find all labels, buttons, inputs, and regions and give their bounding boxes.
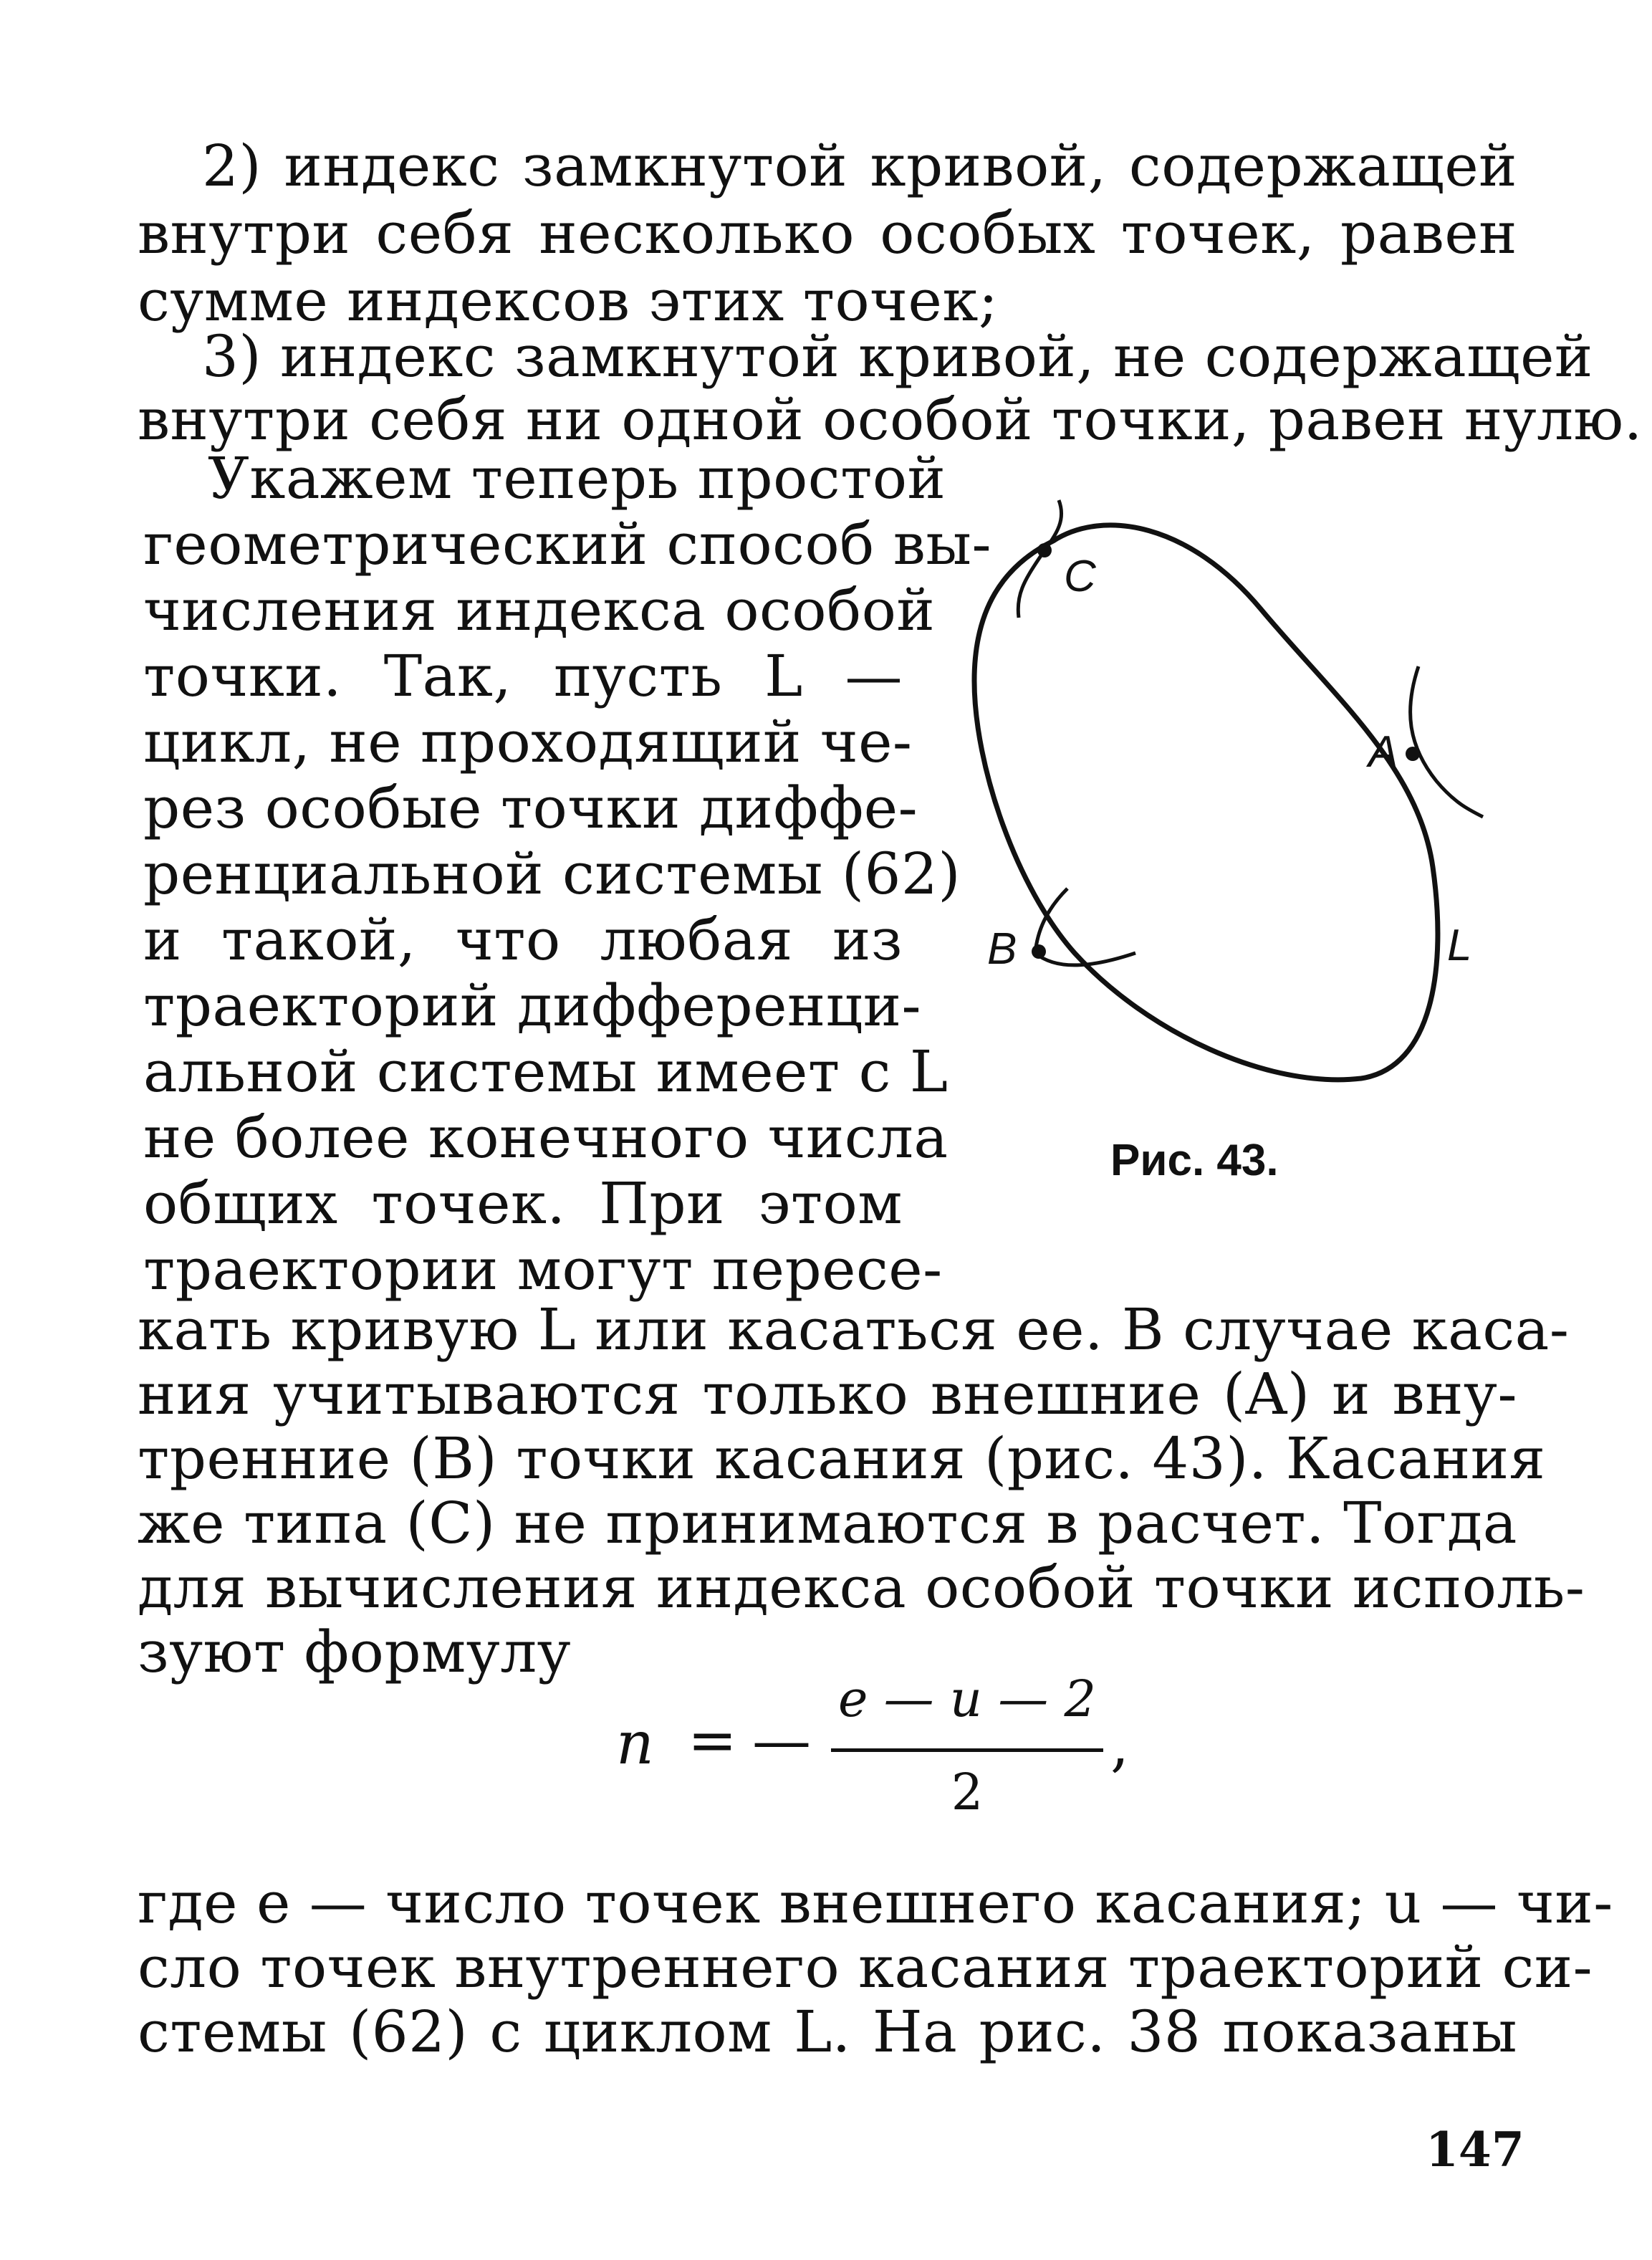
text-line: внутри себя несколько особых точек, равен [138,200,1517,267]
point-a [1406,747,1420,761]
text-line: где e — число точек внешнего касания; u — чи- [138,1869,1613,1936]
text-line: сло точек внутреннего касания траекторий си- [138,1934,1593,2001]
text-line: 3) индекс замкнутой кривой, не содержащей [202,323,1593,390]
text-line: траектории могут пересе- [143,1236,943,1303]
text-line: рез особые точки диффе- [143,775,918,841]
text-line: геометрический способ вы- [143,511,991,578]
index-formula [616,1670,1161,1834]
text-line: и такой, что любая из [143,906,903,973]
formula-equals: = [688,1707,737,1775]
text-line: сумме индексов этих точек; [138,267,999,334]
text-line: для вычисления индекса особой точки исполь- [138,1554,1585,1621]
formula-minus: — [752,1707,811,1775]
point-b [1032,944,1046,959]
text-line: числения индекса особой [143,577,936,643]
text-line: цикл, не проходящий че- [143,709,913,775]
text-line: альной системы имеет с L [143,1038,949,1105]
formula-numerator: e — u — 2 [837,1670,1097,1728]
text-line: точки. Так, пусть L — [143,643,903,709]
text-line: тренние (B) точки касания (рис. 43). Касания [138,1425,1546,1492]
label-a: A [1368,727,1398,777]
text-line: ния учитываются только внешние (A) и вну- [138,1361,1517,1427]
figure-caption: Рис. 43. [1110,1136,1279,1185]
trajectory-a [1411,666,1483,817]
text-line: стемы (62) с циклом L. На рис. 38 показаны [138,1998,1517,2065]
text-line: ренциальной системы (62) [143,841,961,907]
text-line: 2) индекс замкнутой кривой, содержащей [202,133,1517,199]
text-line: зуют формулу [138,1619,572,1685]
text-line: внутри себя ни одной особой точки, равен нулю. [138,386,1643,453]
text-line: траекторий дифференци- [143,972,922,1039]
formula-lhs: n [616,1710,654,1778]
text-line: не более конечного числа [143,1104,949,1171]
formula-denominator: 2 [951,1763,984,1821]
label-b: B [987,924,1017,974]
formula-comma: , [1110,1711,1130,1779]
text-line: кать кривую L или касаться ее. В случае каса- [138,1296,1570,1363]
trajectory-b [1035,889,1135,965]
page-number: 147 [1426,2122,1524,2178]
label-c: C [1064,552,1096,601]
fraction-bar [831,1748,1103,1752]
figure-43 [931,466,1547,1111]
text-line: же типа (C) не принимаются в расчет. Тогда [138,1490,1517,1556]
text-line: Укажем теперь простой [208,445,946,512]
cycle-l-curve [974,525,1438,1080]
point-c [1037,543,1052,557]
text-line: общих точек. При этом [143,1170,903,1237]
label-l: L [1447,921,1472,970]
